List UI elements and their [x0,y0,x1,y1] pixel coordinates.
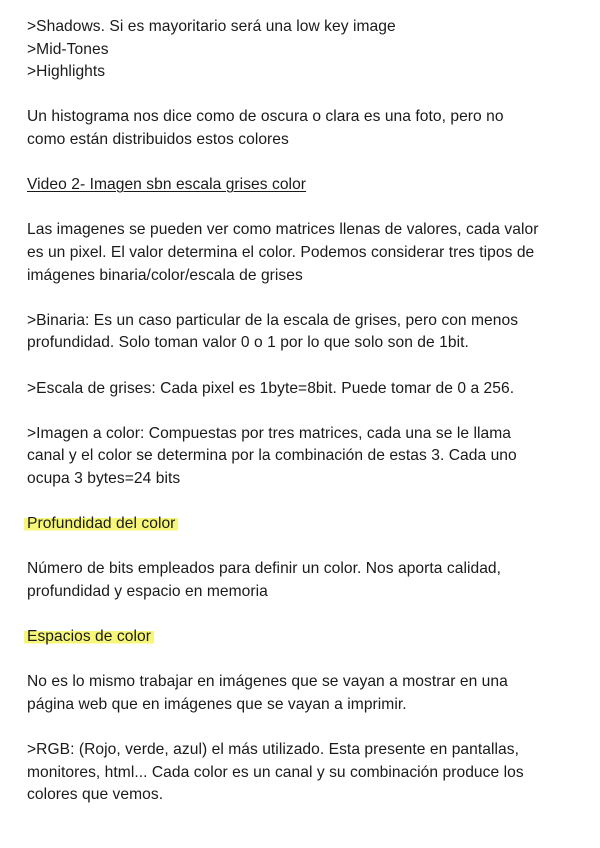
spacer [27,536,577,559]
spacer [27,152,577,175]
rgb-text-line: colores que vemos. [27,786,164,804]
profundidad-text-line: profundidad y espacio en memoria [27,582,268,600]
list-item-shadows: >Shadows. Si es mayoritario será una low key image [27,18,396,35]
imagen-color-line: canal y el color se determina por la combinación de estas 3. Cada uno [27,447,517,465]
list-item-midtones: >Mid-Tones [27,40,109,58]
images-intro-line: es un pixel. El valor determina el color. Podemos considerar tres tipos de [27,243,535,261]
spacer [27,603,577,626]
document-page [27,16,577,807]
rgb-text-line: monitores, html... Cada color es un canal y su combinación produce los [27,763,524,781]
binaria-line: profundidad. Solo toman valor 0 o 1 por lo que solo son de 1bit. [27,334,469,352]
imagen-color-line: >Imagen a color: Compuestas por tres matrices, cada una se le llama [27,424,511,442]
rgb-text-line: >RGB: (Rojo, verde, azul) el más utilizado. Esta presente en pantallas, [27,741,519,758]
images-intro-line: imágenes binaria/color/escala de grises [27,266,303,284]
spacer [27,716,577,739]
spacer [27,287,577,310]
spacer [27,197,577,220]
images-intro-line: Las imagenes se pueden ver como matrices llenas de valores, cada valor [27,221,539,239]
imagen-color-line: ocupa 3 bytes=24 bits [27,469,181,487]
spacer [27,490,577,513]
heading-espacios: Espacios de color [24,628,154,645]
spacer [27,649,577,672]
spacer [27,84,577,107]
heading-profundidad: Profundidad del color [24,515,178,532]
histogram-note-line: Un histograma nos dice como de oscura o clara es una foto, pero no [27,108,504,126]
list-item-highlights: >Highlights [27,63,106,81]
profundidad-text-line: Número de bits empleados para definir un color. Nos aporta calidad, [27,560,502,578]
histogram-note-line: como están distribuidos estos colores [27,130,289,148]
escala-grises-line: >Escala de grises: Cada pixel es 1byte=8bit. Puede tomar de 0 a 256. [27,379,515,397]
video-title: Video 2- Imagen sbn escala grises color [27,176,307,194]
binaria-line: >Binaria: Es un caso particular de la escala de grises, pero con menos [27,311,519,329]
spacer [27,355,577,378]
espacios-text-line: No es lo mismo trabajar en imágenes que se vayan a mostrar en una [27,673,508,691]
spacer [27,400,577,423]
espacios-text-line: página web que en imágenes que se vayan a imprimir. [27,695,407,713]
